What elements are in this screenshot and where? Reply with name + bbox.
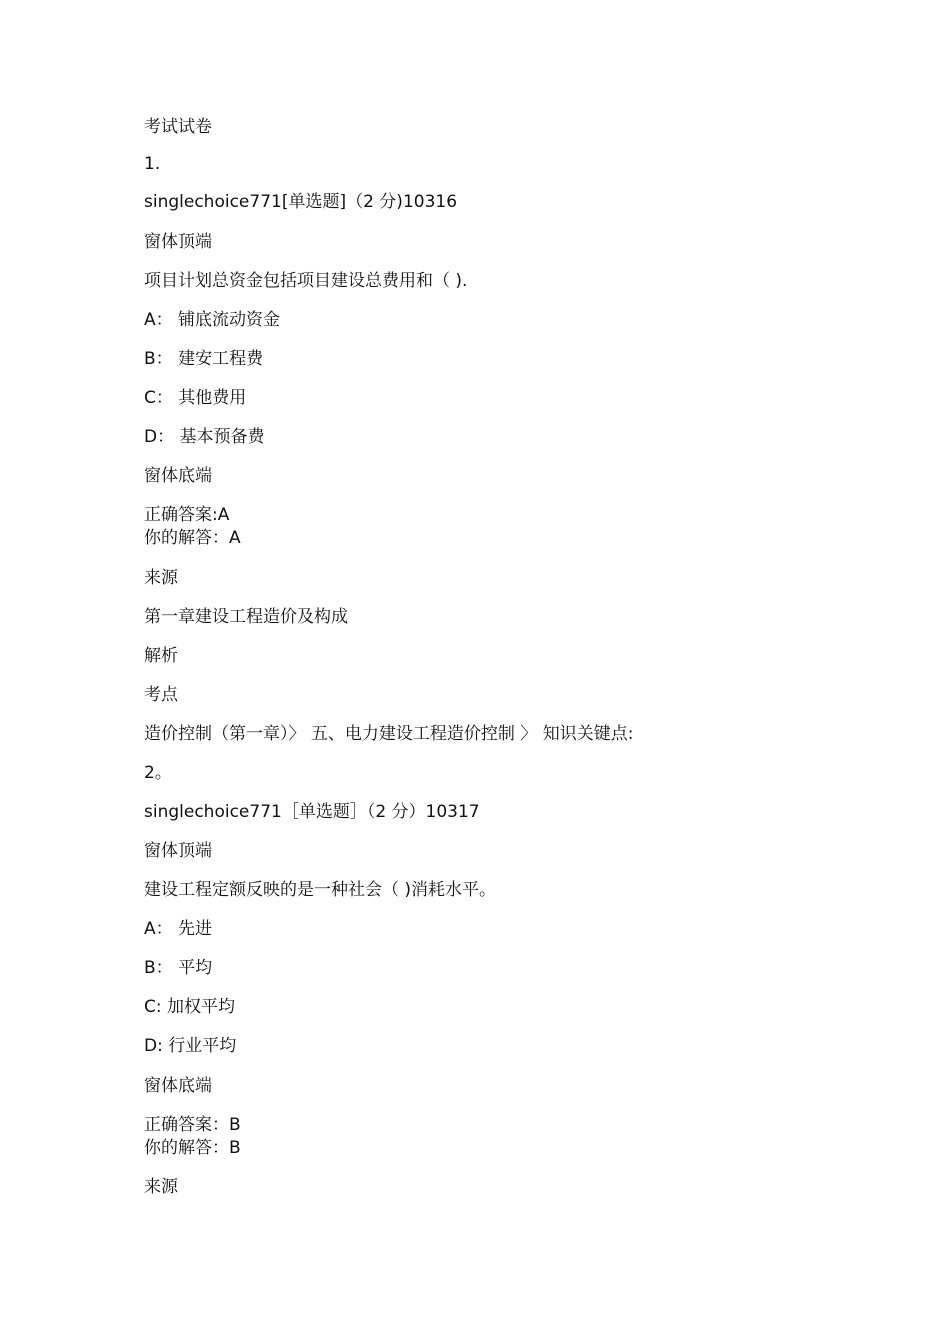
q1-your-answer: 你的解答：A <box>144 528 241 548</box>
q1-point: 造价控制（第一章）〉 五、电力建设工程造价控制 〉 知识关键点: <box>144 724 634 744</box>
q2-option-c: C: 加权平均 <box>144 997 236 1017</box>
q2-form-top: 窗体顶端 <box>144 841 212 861</box>
document-title: 考试试卷 <box>144 117 212 137</box>
q1-form-top: 窗体顶端 <box>144 232 212 252</box>
q1-question: 项目计划总资金包括项目建设总费用和（ ). <box>144 271 468 291</box>
q1-source: 第一章建设工程造价及构成 <box>144 607 348 627</box>
q1-point-label: 考点 <box>144 685 178 705</box>
q2-option-d: D: 行业平均 <box>144 1036 237 1056</box>
q2-correct-answer: 正确答案：B <box>144 1115 241 1135</box>
q1-source-label: 来源 <box>144 568 178 588</box>
q1-form-bottom: 窗体底端 <box>144 466 212 486</box>
q1-option-c: C： 其他费用 <box>144 388 247 408</box>
q1-option-d: D： 基本预备费 <box>144 427 265 447</box>
q2-header: singlechoice771［单选题］（2 分）10317 <box>144 802 480 822</box>
q2-option-b: B： 平均 <box>144 958 213 978</box>
q1-option-a: A： 铺底流动资金 <box>144 310 281 330</box>
q2-form-bottom: 窗体底端 <box>144 1076 212 1096</box>
q2-question: 建设工程定额反映的是一种社会（ )消耗水平。 <box>144 880 497 900</box>
q1-option-b: B： 建安工程费 <box>144 349 264 369</box>
q1-analysis-label: 解析 <box>144 646 178 666</box>
q2-source-label: 来源 <box>144 1177 178 1197</box>
q2-number: 2。 <box>144 763 172 783</box>
q1-number: 1. <box>144 154 161 174</box>
q2-your-answer: 你的解答：B <box>144 1138 241 1158</box>
q1-header: singlechoice771[单选题]（2 分)10316 <box>144 192 458 212</box>
q1-correct-answer: 正确答案:A <box>144 505 230 525</box>
q2-option-a: A： 先进 <box>144 919 213 939</box>
